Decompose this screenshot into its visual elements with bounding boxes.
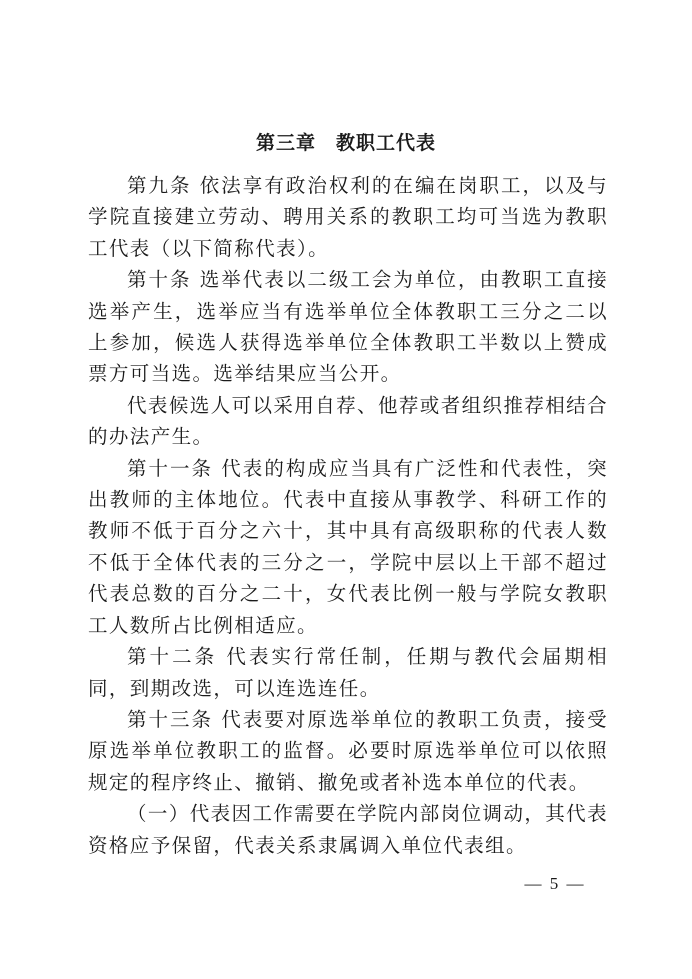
page-number: — 5 — bbox=[524, 874, 586, 893]
article-12-paragraph: 第十二条 代表实行常任制，任期与教代会届期相同，到期改选，可以连选连任。 bbox=[88, 645, 608, 700]
article-10-paragraph: 第十条 选举代表以二级工会为单位，由教职工直接选举产生，选举应当有选举单位全体教职工三分之二以上参加，候选人获得选举单位全体教职工半数以上赞成票方可当选。选举结果应当公开。 bbox=[88, 268, 608, 386]
article-13-paragraph: 第十三条 代表要对原选举单位的教职工负责，接受原选举单位教职工的监督。必要时原选举单位可以依照规定的程序终止、撤销、撤免或者补选本单位的代表。 bbox=[88, 707, 608, 794]
chapter-title: 第三章 教职工代表 bbox=[255, 132, 436, 154]
article-9-paragraph: 第九条 依法享有政治权利的在编在岗职工，以及与学院直接建立劳动、聘用关系的教职工均可当选为教职工代表（以下简称代表）。 bbox=[88, 174, 608, 260]
candidate-paragraph: 代表候选人可以采用自荐、他荐或者组织推荐相结合的办法产生。 bbox=[88, 393, 608, 449]
article-11-paragraph: 第十一条 代表的构成应当具有广泛性和代表性，突出教师的主体地位。代表中直接从事教学、科研工作的教师不低于百分之六十，其中具有高级职称的代表人数不低于全体代表的三分之一，学院中层以上干部不超过代表总数的百分之二十，女代表比例一般与学院女教职工人数所占比例相适应。 bbox=[88, 456, 608, 637]
clause-1-paragraph: （一）代表因工作需要在学院内部岗位调动，其代表资格应予保留，代表关系隶属调入单位代表组。 bbox=[88, 802, 608, 857]
document-body bbox=[88, 170, 608, 861]
